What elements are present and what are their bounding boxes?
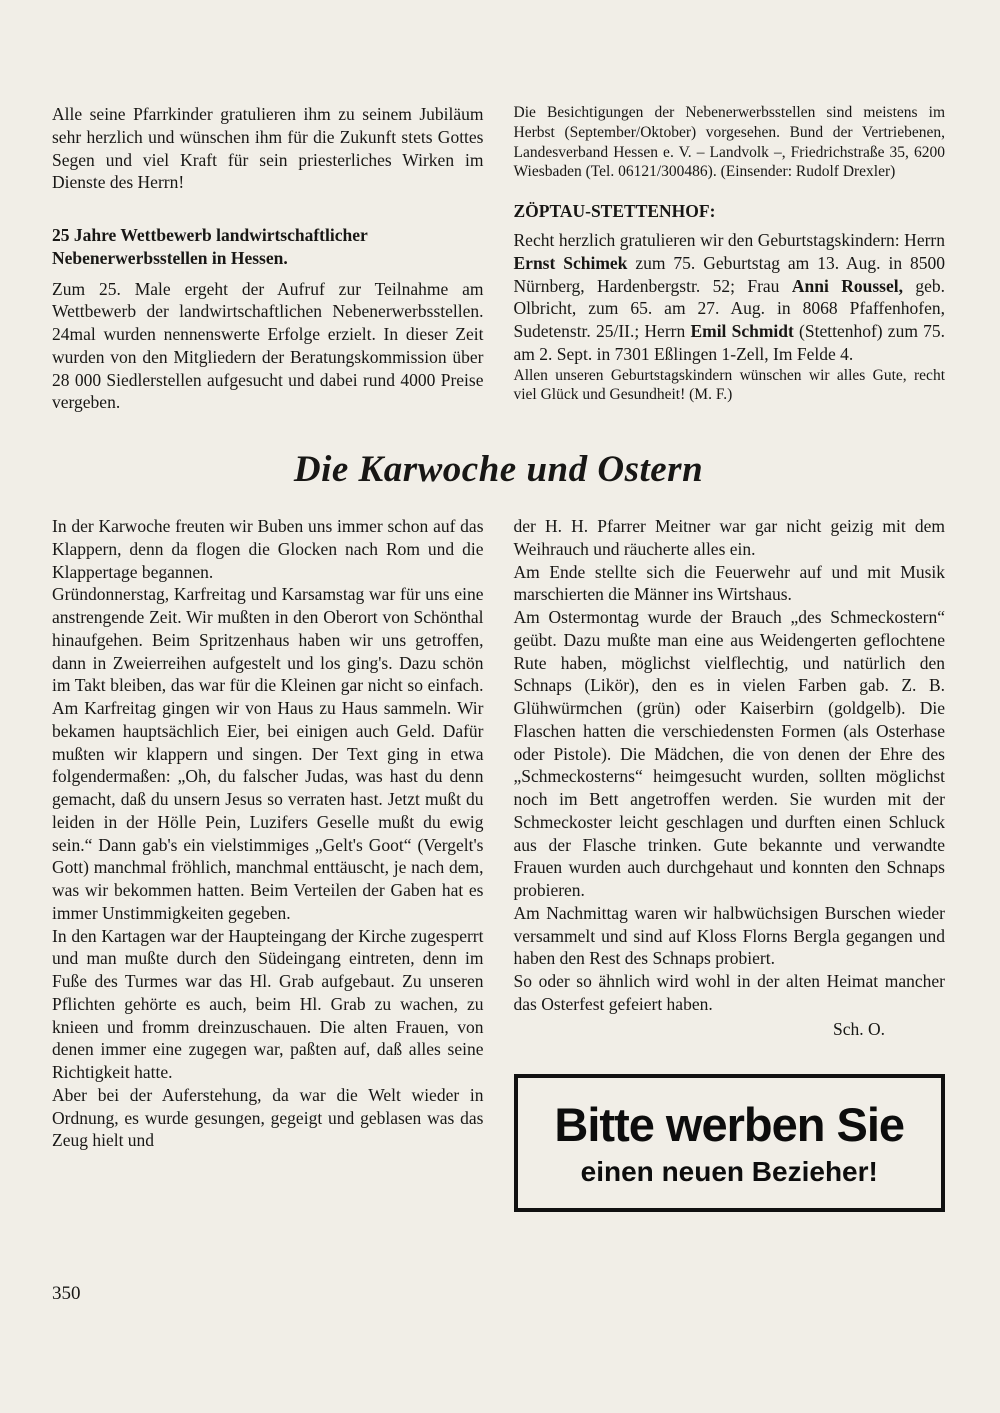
subscription-ad-box <box>514 1074 946 1211</box>
top-left-column <box>52 103 484 414</box>
article-paragraph: Am Ostermontag wurde der Brauch „des Schmeckostern“ geübt. Dazu mußte man eine aus Weidengerten geflochtene Rute haben, möglichst vielflechtig, und natürlich den Schnaps (Likör), den es in vielen Farben gab. Z. B. Glühwürmchen (grün) oder Kaiserbirn (goldgelb). Die Flaschen hatten die verschiedensten Formen (als Osterhase oder Pistole). Die Mädchen, die von denen der Ehre des „Schmeckosterns“ heimgesucht wurden, sollten möglichst noch im Bett angetroffen werden. Sie wurden mit der Schmeckoster leicht geschlagen und durften einen Schluck aus der Flasche trinken. Gute bekannte und verwandte Frauen wurden auch durchgehaut und konnten den Schnaps probieren. <box>513 607 945 900</box>
top-right-column <box>514 103 946 414</box>
birthday-text-segment: zum 75. Geburtstag am 13. Aug. in 8500 Nürnberg, Hardenbergstr. 52; Frau <box>513 252 946 296</box>
birthday-wishes-paragraph: Allen unseren Geburtstagskindern wünschen wir alles Gute, recht viel Glück und Gesundheit! (M. F.) <box>513 366 945 404</box>
page-number: 350 <box>52 1283 81 1304</box>
article-right-column <box>514 515 946 1212</box>
article-paragraph: In der Karwoche freuten wir Buben uns immer schon auf das Klappern, denn da flogen die Glocken nach Rom und die Klappertage begannen. <box>52 516 484 582</box>
article-signature: Sch. O. <box>832 1018 885 1039</box>
top-section <box>52 103 945 414</box>
birthday-name-bold: Anni Roussel, <box>791 275 903 296</box>
birthday-text-segment: geb. Olbricht, zum 65. am 27. Aug. in 8068 Pfaffenhofen, Sudetenstr. 25/II.; Herrn <box>513 275 945 342</box>
zoeptau-heading: ZÖPTAU-STETTENHOF: <box>513 201 716 222</box>
article-paragraph: Aber bei der Auferstehung, da war die Welt wieder in Ordnung, es wurde gesungen, gegeigt und geblasen was das Zeug hielt und <box>52 1084 484 1151</box>
article-paragraph: der H. H. Pfarrer Meitner war gar nicht geizig mit dem Weihrauch und räucherte alles ein. <box>513 516 945 559</box>
competition-paragraph: Zum 25. Male ergeht der Aufruf zur Teilnahme am Wettbewerb der landwirtschaftlichen Nebenerwerbsstellen. 24mal wurden nennenswerte Erfolge erzielt. In dieser Zeit wurden von den Mitgliedern der Beratungskommission über 28 000 Siedlerstellen aufgesucht und dabei rund 4000 Preise vergeben. <box>52 278 484 413</box>
article-left-column <box>52 515 484 1212</box>
birthday-name-bold: Ernst Schimek <box>513 252 628 273</box>
birthday-text-segment: Recht herzlich gratulieren wir den Geburtstagskindern: Herrn <box>513 230 945 251</box>
competition-heading: 25 Jahre Wettbewerb landwirtschaftlicher Nebenerwerbsstellen in Hessen. <box>52 225 368 268</box>
besichtigungen-paragraph: Die Besichtigungen der Nebenerwerbsstellen sind meistens im Herbst (September/Oktober) vorgesehen. Bund der Vertriebenen, Landesverband Hessen e. V. – Landvolk –, Friedrichstraße 35, 6200 Wiesbaden (Tel. 06121/300486). (Einsender: Rudolf Drexler) <box>513 104 945 181</box>
article-title: Die Karwoche und Ostern <box>293 449 704 490</box>
article-body <box>52 515 945 1212</box>
birthday-paragraph <box>514 229 946 366</box>
ad-subline: einen neuen Bezieher! <box>580 1155 878 1187</box>
ad-headline: Bitte werben Sie <box>554 1098 905 1152</box>
article-paragraph: Am Nachmittag waren wir halbwüchsigen Burschen wieder versammelt und sind auf Kloss Florns Bergla gegangen und haben den Rest des Schnaps probiert. <box>513 902 945 969</box>
article-paragraph: Gründonnerstag, Karfreitag und Karsamstag war für uns eine anstrengende Zeit. Wir mußten in den Oberort von Schönthal hinaufgehen. Beim Spritzenhaus haben wir uns getroffen, dann in Zweierreihen aufgestelt und los ging's. Dazu schön im Takt bleiben, das war für die Kleinen gar nicht so einfach. Am Karfreitag gingen wir von Haus zu Haus sammeln. Wir bekamen hauptsächlich Eier, bei einigen auch Geld. Dafür mußten wir klappern und singen. Der Text ging in etwa folgendermaßen: „Oh, du falscher Judas, was hast du denn gemacht, daß du unsern Jesus so verraten hast. Jetzt mußt du leiden in der Hölle Pein, Luzifers Geselle mußt du ewig sein.“ Dann gab's ein vielstimmiges „Gelt's Goot“ (Vergelt's Gott) manchmal fröhlich, manchmal enttäuscht, je nach dem, was wir bekommen hatten. Beim Verteilen der Gaben hat es immer Unstimmigkeiten gegeben. <box>52 584 484 923</box>
birthday-text-segment: (Stettenhof) zum 75. am 2. Sept. in 7301 Eßlingen 1-Zell, Im Felde 4. <box>513 321 946 364</box>
birthday-name-bold: Emil Schmidt <box>690 321 794 342</box>
article-paragraph: Am Ende stellte sich die Feuerwehr auf und mit Musik marschierten die Männer ins Wirtshaus. <box>513 561 945 605</box>
jubilee-paragraph: Alle seine Pfarrkinder gratulieren ihm zu seinem Jubiläum sehr herzlich und wünschen ihm für die Zukunft stets Gottes Segen und viel Kraft für sein priesterliches Wirken im Dienste des Herrn! <box>52 104 484 193</box>
article-paragraph: In den Kartagen war der Haupteingang der Kirche zugesperrt und man mußte durch den Südeingang eintreten, denn im Fuße des Turmes war das Hl. Grab aufgebaut. Zu unseren Pflichten gehörte es auch, beim Hl. Grab zu wachen, zu knieen und fromm dreinzuschauen. Die alten Frauen, von denen immer eine zugegen war, paßten auf, daß alles seine Richtigkeit hatte. <box>52 925 484 1082</box>
article-paragraph: So oder so ähnlich wird wohl in der alten Heimat mancher das Osterfest gefeiert haben. <box>513 971 945 1014</box>
